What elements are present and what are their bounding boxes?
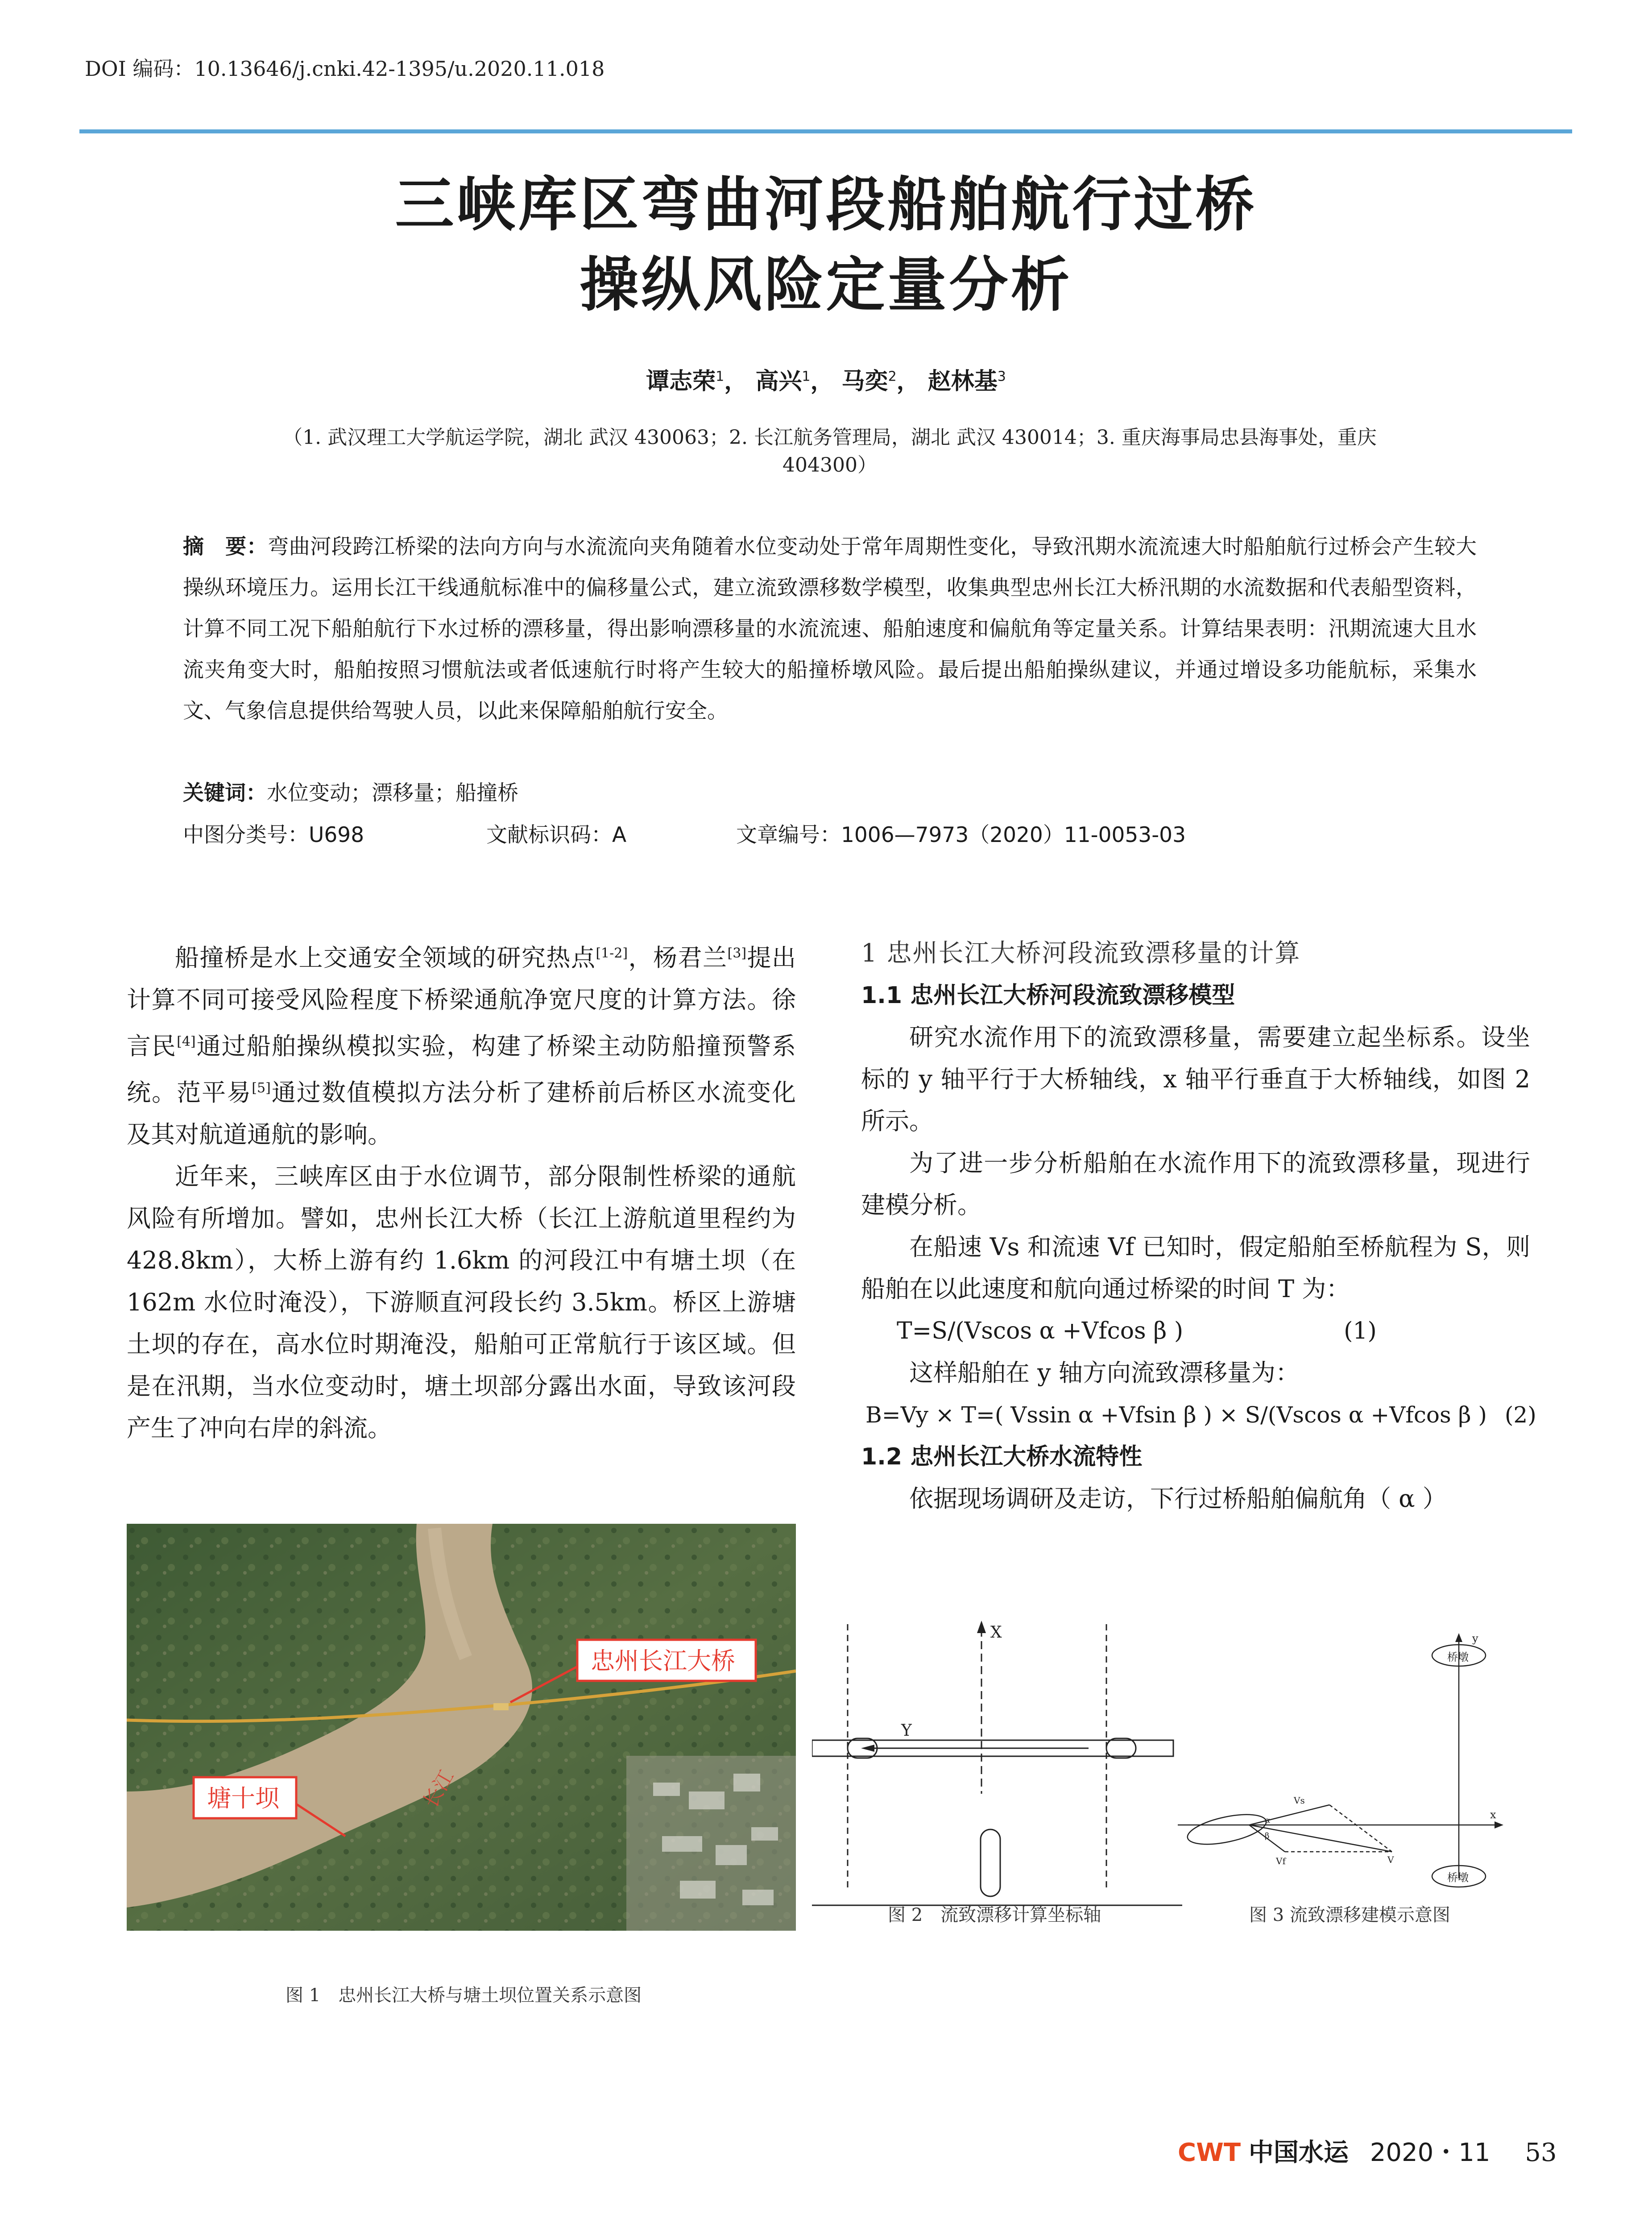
abstract-label: 摘 要： (183, 535, 268, 559)
abstract-text: 弯曲河段跨江桥梁的法向方向与水流流向夹角随着水位变动处于常年周期性变化，导致汛期水流流速大时船舶航行过桥会产生较大操纵环境压力。运用长江干线通航标准中的偏移量公式，建立流致漂移数学模型，收集典型忠州长江大桥汛期的水流数据和代表船型资料，计算不同工况下船舶航行下水过桥的漂移量，得出影响漂移量的水流流速、船舶速度和偏航角等定量关系。计算结果表明：汛期流速大且水流夹角变大时，船舶按照习惯航法或者低速航行时将产生较大的船撞桥墩风险。最后提出船舶操纵建议，并通过增设多功能航标，采集水文、气象信息提供给驾驶人员，以此来保障船舶航行安全。 (183, 535, 1477, 723)
doi: DOI 编码：10.13646/j.cnki.42-1395/u.2020.11.018 (85, 57, 605, 81)
bridge-label: 忠州长江大桥 (591, 1647, 735, 1675)
journal-name: 中国水运 (1248, 2138, 1349, 2167)
svg-text:Y: Y (901, 1721, 912, 1740)
abstract (183, 527, 1477, 732)
formula-2: B=Vy × T=( Vssin α +Vfsin β ) × S/(Vscos α +Vfcos β ) (2) (865, 1402, 1536, 1428)
figure-2-caption: 图 2 流致漂移计算坐标轴 (888, 1905, 1101, 1925)
svg-text:y: y (1472, 1632, 1478, 1645)
author-name: 马奕 (841, 368, 888, 395)
river-label: 长江 (419, 1766, 459, 1812)
author-name: 赵林基 (927, 368, 998, 395)
paragraph: 依据现场调研及走访，下行过桥船舶偏航角（ α ） (909, 1485, 1447, 1513)
svg-text:Vf: Vf (1276, 1856, 1286, 1866)
figure-3-diagram (1178, 1629, 1508, 1892)
body-left-column (127, 933, 796, 1449)
svg-text:桥墩: 桥墩 (1447, 1651, 1469, 1663)
paragraph: 船撞桥是水上交通安全领域的研究热点[1-2]，杨君兰[3]提出计算不同可接受风险程度下桥梁通航净宽尺度的计算方法。徐言民[4]通过船舶操纵模拟实验，构建了桥梁主动防船撞预警系统。范平易[5]通过数值模拟方法分析了建桥前后桥区水流变化及其对航道通航的影响。 (127, 944, 796, 1149)
author-name: 高兴 (755, 368, 802, 395)
svg-text:X: X (990, 1623, 1002, 1642)
page-number: 53 (1525, 2138, 1557, 2167)
cwt-logo: CWT (1178, 2138, 1241, 2167)
svg-text:桥墩: 桥墩 (1447, 1871, 1469, 1884)
affiliation: （1. 武汉理工大学航运学院，湖北 武汉 430063；2. 长江航务管理局，湖北 武汉 430014；3. 重庆海事局忠县海事处，重庆 404300） (283, 426, 1377, 477)
header-rule (79, 129, 1572, 133)
svg-text:Vs: Vs (1294, 1795, 1305, 1806)
formula-1: T=S/(Vscos α +Vfcos β ) (1) (897, 1318, 1377, 1344)
paragraph: 研究水流作用下的流致漂移量，需要建立起坐标系。设坐标的 y 轴平行于大桥轴线，x 轴平行垂直于大桥轴线，如图 2 所示。 (861, 1023, 1530, 1135)
author-name: 谭志荣 (646, 368, 716, 395)
paragraph: 在船速 Vs 和流速 Vf 已知时，假定船舶至桥航程为 S，则船舶在以此速度和航向通过桥梁的时间 T 为： (861, 1233, 1530, 1303)
subsection-heading: 1.1 忠州长江大桥河段流致漂移模型 (861, 982, 1235, 1009)
article-number: 文章编号：1006—7973（2020）11-0053-03 (736, 823, 1186, 847)
doc-code: 文献标识码：A (486, 823, 627, 847)
figure-1-caption: 图 1 忠州长江大桥与塘土坝位置关系示意图 (286, 1985, 642, 2006)
section-heading: 1 忠州长江大桥河段流致漂移量的计算 (861, 939, 1301, 968)
paragraph: 近年来，三峡库区由于水位调节，部分限制性桥梁的通航风险有所增加。譬如，忠州长江大桥（长江上游航道里程约为 428.8km），大桥上游有约 1.6km 的河段江中有塘土坝（在 162m 水位时淹没），下游顺直河段长约 3.5km。桥区上游塘土坝的存在，高水位时期淹没，船舶可正常航行于该区域。但是在汛期，当水位变动时，塘土坝部分露出水面，导致该河段产生了冲向右岸的斜流。 (127, 1162, 796, 1442)
clc-code: 中图分类号：U698 (183, 823, 364, 847)
svg-text:α: α (1265, 1816, 1271, 1825)
figure-2-diagram (812, 1615, 1182, 1928)
paragraph: 这样船舶在 y 轴方向流致漂移量为： (909, 1359, 1300, 1387)
title-line-1: 三峡库区弯曲河段船舶航行过桥 (395, 170, 1257, 239)
authors: 谭志荣$^1$， 高兴$^1$， 马奕$^2$， 赵林基$^3$ (646, 368, 1006, 395)
svg-text:β: β (1265, 1831, 1270, 1841)
subsection-heading: 1.2 忠州长江大桥水流特性 (861, 1443, 1143, 1470)
journal-footer (1178, 2133, 1557, 2169)
title-line-2: 操纵风险定量分析 (580, 250, 1072, 319)
keywords: 关键词：水位变动；漂移量；船撞桥 (183, 781, 518, 805)
figure-3-caption: 图 3 流致漂移建模示意图 (1249, 1905, 1450, 1925)
issue: 2020・11 (1370, 2138, 1491, 2167)
body-right-column (861, 933, 1536, 1520)
figure-1-satellite-map (127, 1524, 796, 1931)
svg-text:V: V (1387, 1854, 1394, 1865)
svg-text:x: x (1490, 1808, 1496, 1821)
dam-label: 塘十坝 (207, 1784, 279, 1812)
paragraph: 为了进一步分析船舶在水流作用下的流致漂移量，现进行建模分析。 (861, 1149, 1530, 1219)
